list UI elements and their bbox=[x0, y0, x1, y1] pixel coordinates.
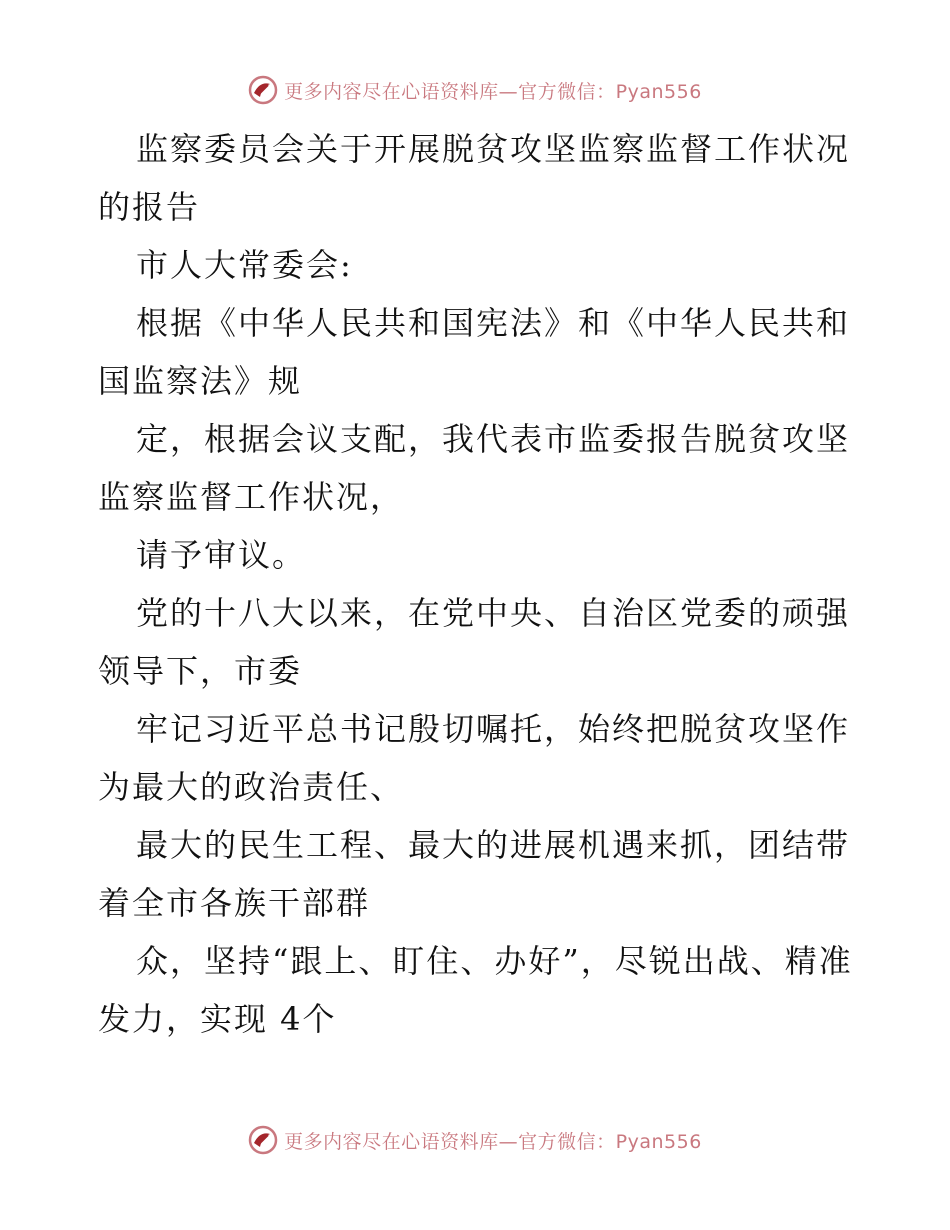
salutation: 市人大常委会: bbox=[136, 246, 353, 284]
header-banner-text: 更多内容尽在心语资料库—官方微信：Pyan556 bbox=[284, 80, 702, 103]
body-paragraph: 请予审议。 bbox=[136, 536, 307, 574]
body-paragraph: 党的十八大以来，在党中央、自治区党委的顽强领导下，市委 bbox=[98, 594, 851, 690]
body-paragraph: 定，根据会议支配，我代表市监委报告脱贫攻坚监察监督工作状况， bbox=[98, 420, 851, 516]
document-body bbox=[98, 120, 858, 1048]
footer-banner bbox=[0, 1120, 950, 1160]
footer-banner-text: 更多内容尽在心语资料库—官方微信：Pyan556 bbox=[284, 1130, 702, 1153]
body-paragraph: 牢记习近平总书记殷切嘱托，始终把脱贫攻坚作为最大的政治责任、 bbox=[98, 710, 851, 806]
body-paragraph: 根据《中华人民共和国宪法》和《中华人民共和国监察法》规 bbox=[98, 304, 851, 400]
body-paragraph: 最大的民生工程、最大的进展机遇来抓，团结带着全市各族干部群 bbox=[98, 826, 851, 922]
body-paragraph: 众，坚持“跟上、盯住、办好”，尽锐出战、精准发力，实现 4个 bbox=[98, 942, 853, 1038]
swirl-logo-icon bbox=[248, 1125, 278, 1155]
swirl-logo-icon bbox=[248, 75, 278, 105]
document-title: 监察委员会关于开展脱贫攻坚监察监督工作状况的报告 bbox=[98, 130, 851, 226]
header-banner bbox=[0, 70, 950, 110]
